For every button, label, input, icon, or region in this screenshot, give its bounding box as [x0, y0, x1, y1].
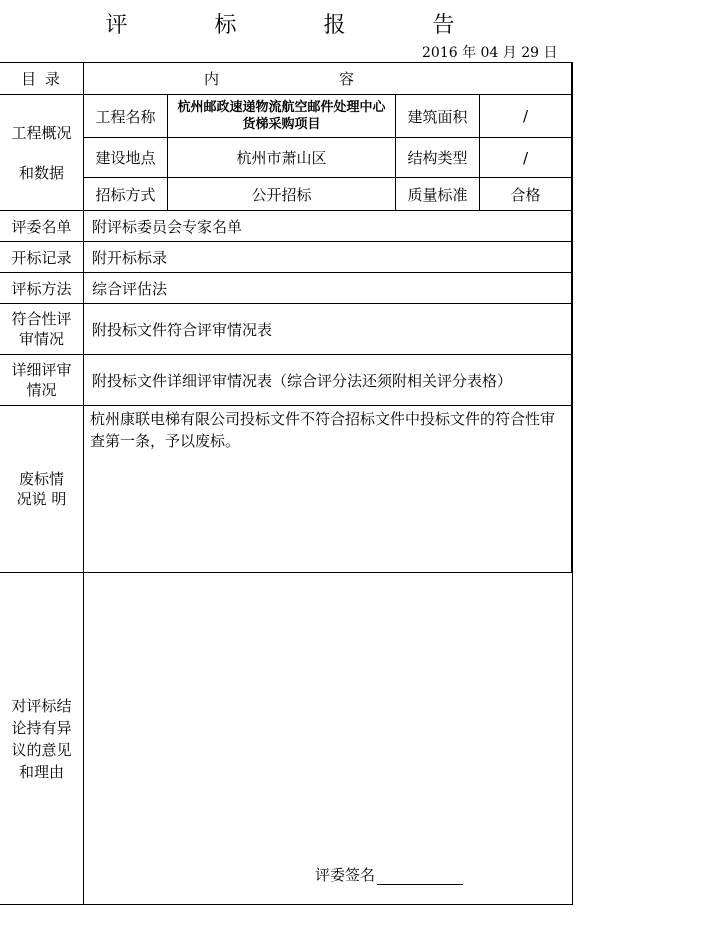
structure-value: /	[480, 138, 572, 178]
signature-line[interactable]	[377, 868, 463, 885]
report-table	[0, 62, 573, 905]
rejection-label: 废标情况说 明	[0, 406, 84, 573]
header-toc: 目 录	[0, 63, 84, 95]
report-date: 2016 年 04 月 29 日	[422, 45, 558, 61]
compliance-review-label: 符合性评审情况	[0, 304, 84, 355]
project-overview-label-2: 和数据	[18, 163, 64, 182]
evaluation-method-label: 评标方法	[0, 273, 84, 304]
building-area-value: /	[480, 95, 572, 138]
building-area-label: 建筑面积	[396, 95, 480, 138]
evaluation-method-value: 综合评估法	[84, 273, 572, 304]
signature-area	[315, 864, 463, 885]
signature-label: 评委签名	[315, 866, 376, 884]
rejection-value: 杭州康联电梯有限公司投标文件不符合招标文件中投标文件的符合性审查第一条，予以废标。	[84, 406, 572, 573]
committee-label: 评委名单	[0, 211, 84, 242]
quality-value: 合格	[480, 178, 572, 211]
project-name-label: 工程名称	[84, 95, 168, 138]
bidding-method-value: 公开招标	[168, 178, 396, 211]
committee-value: 附评标委员会专家名单	[84, 211, 572, 242]
header-content-a: 内	[204, 70, 220, 88]
structure-label: 结构类型	[396, 138, 480, 178]
project-name-value: 杭州邮政速递物流航空邮件处理中心货梯采购项目	[168, 95, 396, 138]
opening-record-value: 附开标标录	[84, 242, 572, 273]
detailed-review-label: 详细评审情况	[0, 355, 84, 406]
header-content	[84, 63, 572, 95]
opening-record-label: 开标记录	[0, 242, 84, 273]
detailed-review-value: 附投标文件详细评审情况表（综合评分法还须附相关评分表格）	[84, 355, 572, 406]
location-value: 杭州市萧山区	[168, 138, 396, 178]
project-overview-label	[0, 95, 84, 211]
project-overview-label-1: 工程概况	[11, 123, 72, 142]
compliance-review-value: 附投标文件符合评审情况表	[84, 304, 572, 355]
bidding-method-label: 招标方式	[84, 178, 168, 211]
location-label: 建设地点	[84, 138, 168, 178]
objection-value	[84, 573, 572, 905]
objection-label: 对评标结论持有异议的意见和理由	[0, 573, 84, 905]
quality-label: 质量标准	[396, 178, 480, 211]
report-title: 评 标 报 告	[105, 13, 495, 38]
header-content-b: 容	[339, 70, 355, 88]
